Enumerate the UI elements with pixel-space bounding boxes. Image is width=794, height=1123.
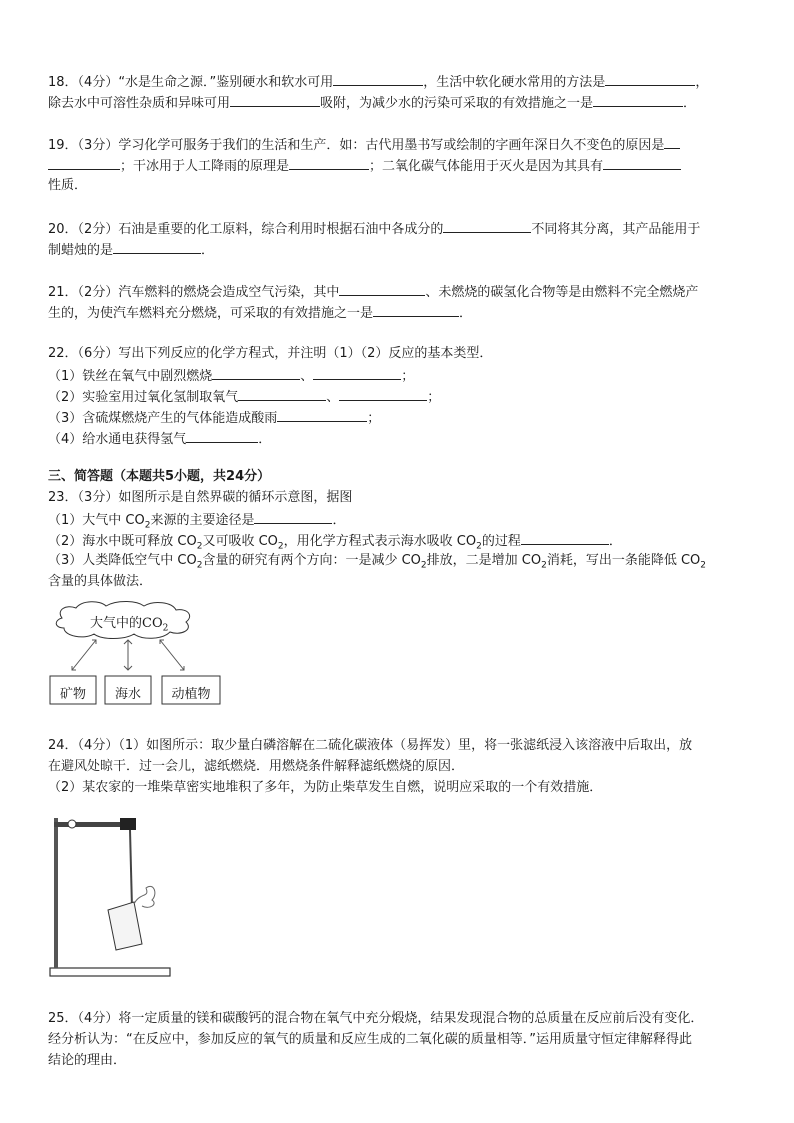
q22-text: （1）铁丝在氧气中剧烈燃烧 <box>48 369 213 384</box>
box-label-minerals: 矿物 <box>59 687 86 702</box>
subscript: 2 <box>196 541 203 552</box>
subscript: 2 <box>144 520 151 531</box>
box-label-seawater: 海水 <box>114 687 141 702</box>
q19-text: 19．（3分）学习化学可服务于我们的生活和生产．如：古代用墨书写或绘制的字画年深日久不变色的原因是 <box>48 138 665 153</box>
q23-text: 消耗，写出一条能降低 CO <box>546 553 701 568</box>
carbon-cycle-figure <box>48 600 228 710</box>
filter-paper <box>108 902 142 950</box>
q19-blank-1a[interactable] <box>664 135 680 149</box>
q24-text: 24．（4分）（1）如图所示：取少量白磷溶解在二硫化碳液体（易挥发）里，将一张滤纸浸入该溶液中后取出，放 <box>48 738 693 753</box>
q23-blank-1[interactable] <box>254 510 332 524</box>
q22-blank-6[interactable] <box>186 429 258 443</box>
q20-blank-2[interactable] <box>113 240 201 254</box>
q21-text: ． <box>459 306 473 321</box>
stand-base <box>50 968 170 976</box>
q22-line-2 <box>48 366 753 386</box>
q23-text: 的过程 <box>481 534 521 549</box>
q25-text: 经分析认为：“在反应中，参加反应的氧气的质量和反应生成的二氧化碳的质量相等．”运用质量守恒定律解释得此 <box>48 1032 692 1047</box>
q19-line-2 <box>48 156 753 176</box>
q23-line-1 <box>48 489 753 507</box>
section-title: 三、简答题（本题共5小题，共24分） <box>48 469 271 484</box>
q23-text: 来源的主要途径是 <box>150 513 255 528</box>
q23-text: （1）大气中 CO <box>48 513 145 528</box>
q23-text: （2）海水中既可释放 CO <box>48 534 197 549</box>
q22-blank-5[interactable] <box>277 408 367 422</box>
q22-line-1 <box>48 345 753 363</box>
q22-line-5 <box>48 429 753 449</box>
stand-rod <box>54 818 58 968</box>
q18-text: 18．（4分）“水是生命之源．”鉴别硬水和软水可用 <box>48 75 334 90</box>
clamp-knob <box>68 820 76 828</box>
q19-text: ；二氧化碳气体能用于灭火是因为其具有 <box>369 159 604 174</box>
arrow-right <box>160 640 184 670</box>
q23-text: ． <box>608 534 622 549</box>
q23-line-3 <box>48 531 753 551</box>
q18-text: ． <box>683 96 697 111</box>
q24-line-2 <box>48 758 753 776</box>
iron-stand-figure <box>46 808 186 983</box>
q22-line-3 <box>48 387 753 407</box>
q20-text: 不同将其分离，其产品能用于 <box>531 222 701 237</box>
q21-blank-1[interactable] <box>339 282 425 296</box>
q18-blank-3[interactable] <box>230 93 320 107</box>
q25-text: 25．（4分）将一定质量的镁和碳酸钙的混合物在氧气中充分煅烧，结果发现混合物的总质量在反应前后没有变化． <box>48 1011 704 1026</box>
q20-line-1 <box>48 219 753 239</box>
q22-text: ． <box>258 432 272 447</box>
q22-text: （4）给水通电获得氢气 <box>48 432 187 447</box>
q19-blank-2[interactable] <box>289 156 369 170</box>
subscript: 2 <box>700 560 707 571</box>
q22-blank-4[interactable] <box>339 387 427 401</box>
q25-line-3 <box>48 1052 753 1070</box>
q18-blank-1[interactable] <box>333 72 423 86</box>
q18-text: ， <box>695 75 709 90</box>
q24-text: （2）某农家的一堆柴草密实地堆积了多年，为防止柴草发生自燃，说明应采取的一个有效措施． <box>48 780 603 795</box>
q21-line-1 <box>48 282 753 302</box>
q18-text: 除去水中可溶性杂质和异味可用 <box>48 96 231 111</box>
q20-text: 制蜡烛的是 <box>48 243 114 258</box>
q23-text: 含量的研究有两个方向：一是减少 CO <box>202 553 421 568</box>
q23-text: ，用化学方程式表示海水吸收 CO <box>283 534 477 549</box>
q24-line-3 <box>48 779 753 797</box>
clamp-arm <box>54 822 126 827</box>
q22-text: 、 <box>326 390 340 405</box>
q20-text: 20．（2分）石油是重要的化工原料，综合利用时根据石油中各成分的 <box>48 222 444 237</box>
q18-text: ，生活中软化硬水常用的方法是 <box>423 75 606 90</box>
clamp-jaw <box>120 818 136 830</box>
q19-text: ；干冰用于人工降雨的原理是 <box>120 159 290 174</box>
arrow-left <box>72 640 96 670</box>
q23-line-4 <box>48 552 753 570</box>
q20-line-2 <box>48 240 753 260</box>
q19-blank-3[interactable] <box>603 156 681 170</box>
q22-line-4 <box>48 408 753 428</box>
q23-text: 含量的具体做法． <box>48 574 153 589</box>
q18-blank-4[interactable] <box>593 93 683 107</box>
q22-text: 22．（6分）写出下列反应的化学方程式，并注明（1）（2）反应的基本类型． <box>48 346 493 361</box>
q18-text: 吸附，为减少水的污染可采取的有效措施之一是 <box>320 96 594 111</box>
cloud-label: 大气中的$CO_2$ <box>90 616 169 634</box>
q21-blank-2[interactable] <box>373 303 459 317</box>
q23-text: 排放，二是增加 CO <box>426 553 542 568</box>
q22-blank-1[interactable] <box>212 366 300 380</box>
q19-line-3 <box>48 177 753 195</box>
q21-text: 21．（2分）汽车燃料的燃烧会造成空气污染，其中 <box>48 285 340 300</box>
q22-text: ； <box>401 369 415 384</box>
q23-text: （3）人类降低空气中 CO <box>48 553 197 568</box>
box-label-organisms: 动植物 <box>171 687 211 702</box>
subscript: 2 <box>476 541 482 552</box>
q22-text: 、 <box>300 369 314 384</box>
q22-blank-2[interactable] <box>313 366 401 380</box>
subscript: 2 <box>420 560 427 571</box>
q21-text: 、未燃烧的碳氢化合物等是由燃料不完全燃烧产 <box>425 285 699 300</box>
q18-line-1 <box>48 72 753 92</box>
q18-blank-2[interactable] <box>605 72 695 86</box>
q23-text: 又可吸收 CO <box>202 534 278 549</box>
hanging-wire <box>130 830 132 908</box>
q19-blank-1b[interactable] <box>48 156 120 170</box>
q25-text: 结论的理由． <box>48 1053 127 1068</box>
q23-line-5 <box>48 573 753 591</box>
q23-blank-2[interactable] <box>521 531 609 545</box>
q19-line-1 <box>48 135 753 155</box>
q20-text: ． <box>201 243 215 258</box>
q24-line-1 <box>48 737 753 755</box>
subscript: 2 <box>277 541 284 552</box>
section-heading <box>48 468 753 486</box>
q22-blank-3[interactable] <box>238 387 326 401</box>
q23-line-2 <box>48 510 753 530</box>
q22-text: ； <box>427 390 441 405</box>
q23-text: 23．（3分）如图所示是自然界碳的循环示意图，据图 <box>48 490 353 505</box>
q22-text: ； <box>367 411 381 426</box>
q25-line-1 <box>48 1010 753 1028</box>
iron-stand-diagram <box>46 808 186 983</box>
smoke <box>134 886 155 907</box>
q21-line-2 <box>48 303 753 323</box>
subscript: 2 <box>541 560 547 571</box>
arrow-middle <box>124 640 132 670</box>
q25-line-2 <box>48 1031 753 1049</box>
q24-text: 在避风处晾干．过一会儿，滤纸燃烧．用燃烧条件解释滤纸燃烧的原因． <box>48 759 465 774</box>
q23-text: ． <box>332 513 346 528</box>
q22-text: （3）含硫煤燃烧产生的气体能造成酸雨 <box>48 411 278 426</box>
subscript: 2 <box>196 560 203 571</box>
q18-line-2 <box>48 93 753 113</box>
q22-text: （2）实验室用过氧化氢制取氧气 <box>48 390 239 405</box>
q21-text: 生的，为使汽车燃料充分燃烧，可采取的有效措施之一是 <box>48 306 374 321</box>
q20-blank-1[interactable] <box>443 219 531 233</box>
q19-text: 性质． <box>48 178 88 193</box>
